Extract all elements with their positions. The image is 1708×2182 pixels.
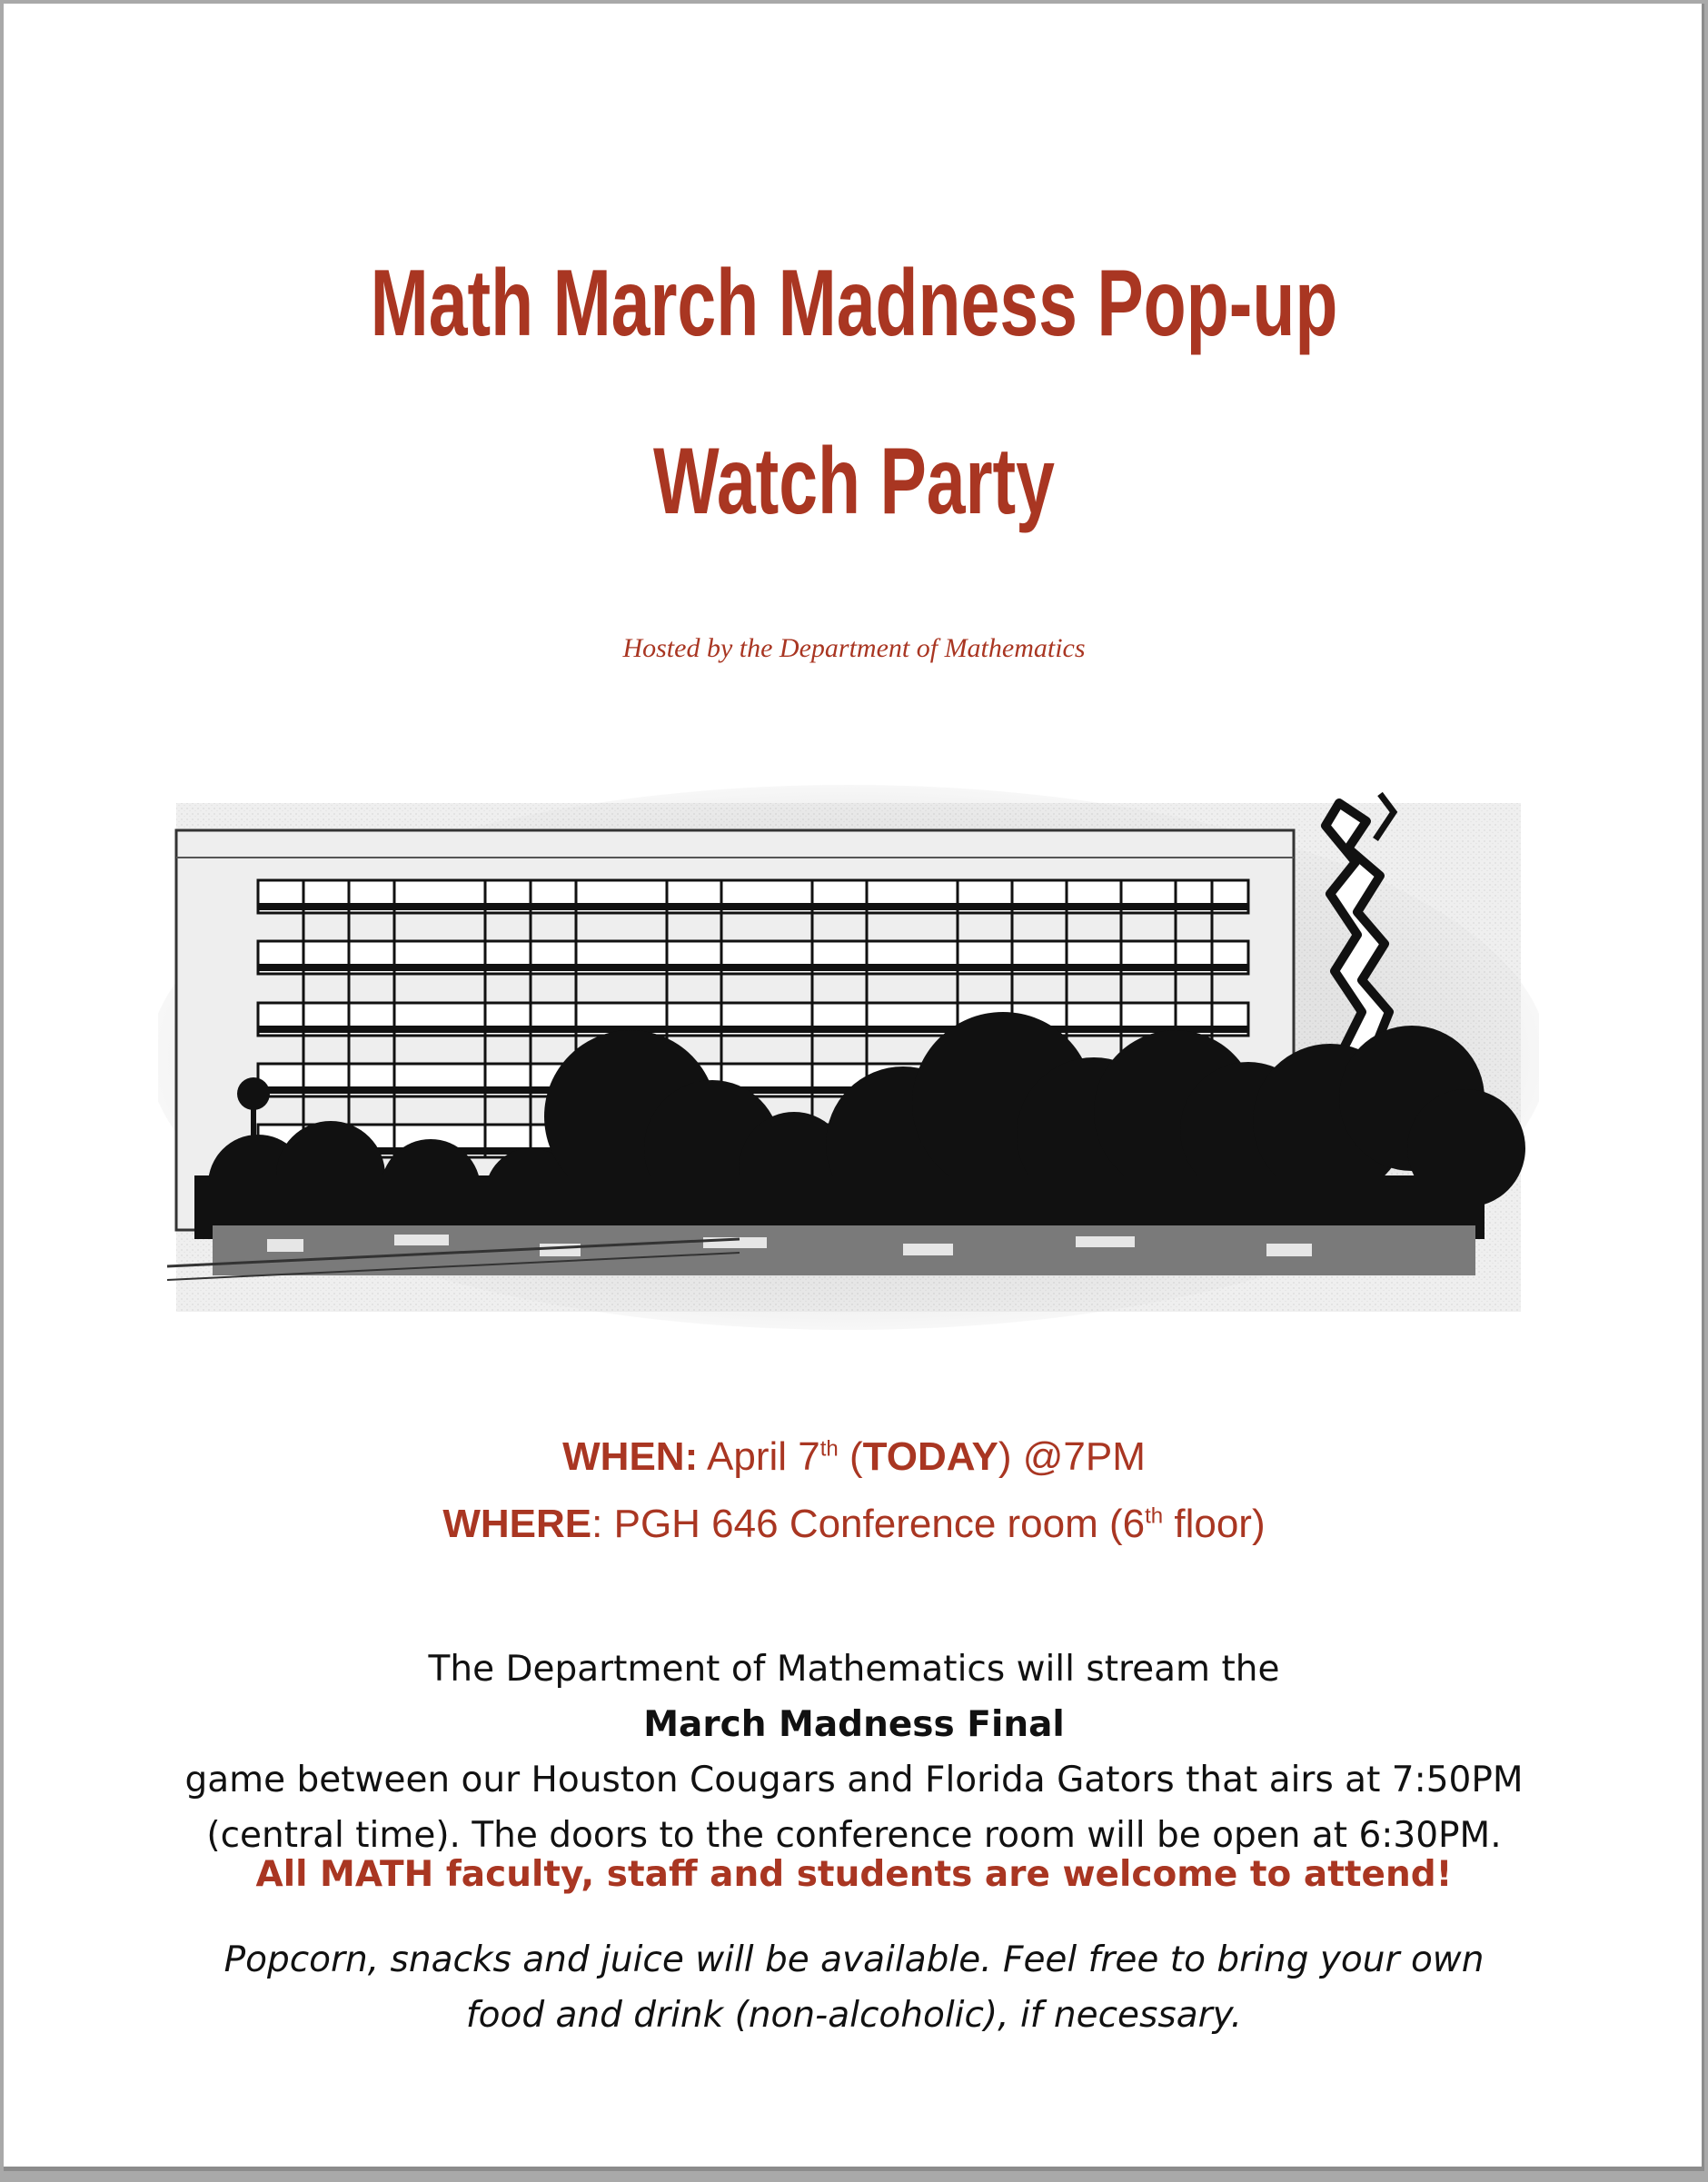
where-floor-end: floor) [1163, 1502, 1266, 1546]
food-note-line-2: food and drink (non-alcoholic), if necessary. [465, 1995, 1243, 2036]
description-line-1-text: The Department of Mathematics will stream the [428, 1649, 1280, 1690]
welcome-message: All MATH faculty, staff and students are welcome to attend! [255, 1854, 1453, 1895]
when-paren: ( [838, 1434, 863, 1479]
where-floor-suffix: th [1145, 1503, 1164, 1529]
title-line-2: Watch Party [653, 429, 1055, 534]
when-today: TODAY [862, 1434, 998, 1479]
event-details [4, 1423, 1704, 1558]
building-illustration [158, 785, 1539, 1330]
where-row [4, 1491, 1704, 1558]
when-label: WHEN: [562, 1434, 699, 1479]
when-date: April 7 [698, 1434, 820, 1479]
description-line-1-bold: March Madness Final [643, 1704, 1065, 1745]
where-label: WHERE [442, 1502, 592, 1546]
when-row [4, 1423, 1704, 1491]
hosted-by: Hosted by the Department of Mathematics [622, 633, 1086, 663]
when-date-suffix: th [819, 1436, 839, 1462]
food-note-line-1: Popcorn, snacks and juice will be available. Feel free to bring your own [223, 1939, 1485, 1980]
description-line-1 [113, 1641, 1595, 1752]
title-line-1: Math March Madness Pop-up [370, 251, 1338, 356]
where-location: : PGH 646 Conference room (6 [591, 1502, 1146, 1546]
flyer-title [224, 214, 1483, 570]
event-description [113, 1641, 1595, 1863]
description-line-2: game between our Houston Cougars and Florida Gators that airs at 7:50PM [184, 1760, 1524, 1800]
food-note [113, 1932, 1595, 2043]
description-line-3: (central time). The doors to the conference room will be open at 6:30PM. [206, 1815, 1502, 1856]
when-time: ) @7PM [998, 1434, 1146, 1479]
flyer-page [4, 4, 1704, 2171]
